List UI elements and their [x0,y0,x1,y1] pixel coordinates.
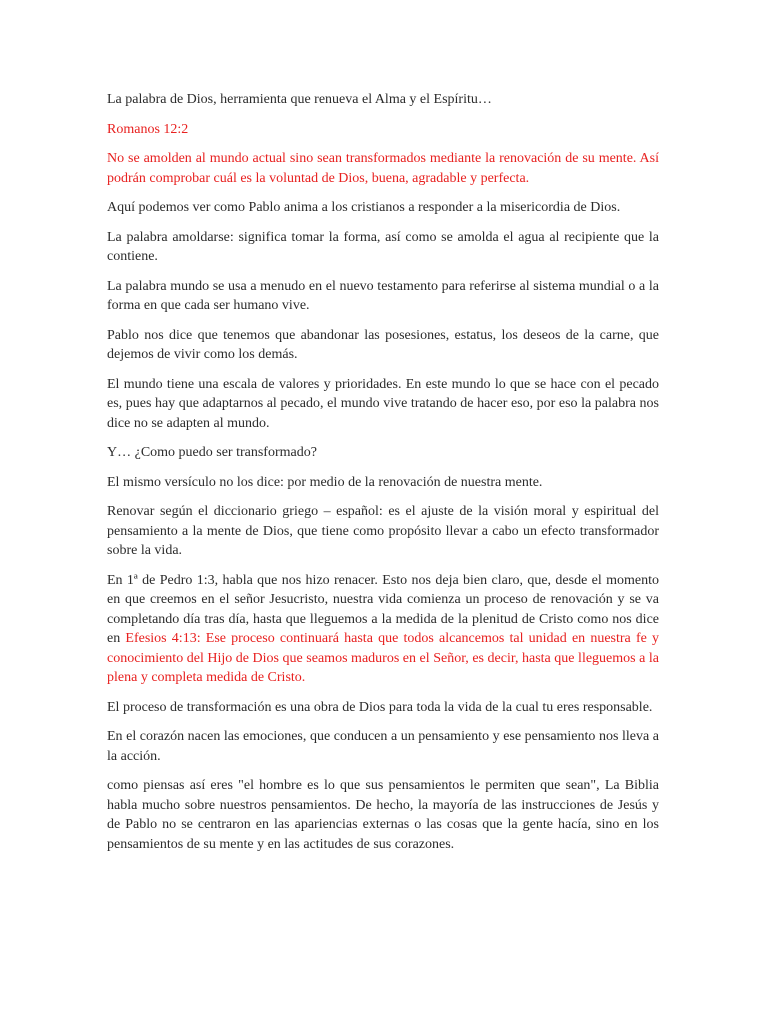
verse-text: No se amolden al mundo actual sino sean transformados mediante la renovación de su mente. Así podrán comprobar cuál es la voluntad de Dios, buena, agradable y perfecta. [107,151,659,186]
paragraph-1: Aquí podemos ver como Pablo anima a los cristianos a responder a la misericordia de Dios. [107,200,621,215]
paragraph-2: La palabra amoldarse: significa tomar la forma, así como se amolda el agua al recipiente que la contiene. [107,229,659,264]
paragraph-12: como piensas así eres "el hombre es lo que sus pensamientos le permiten que sean", La Biblia habla mucho sobre nuestros pensamientos. De hecho, la mayoría de las instrucciones de Jesús y de Pablo no se centraron en las apariencias externas o las cosas que la gente hacía, sino en los pensamientos de su mente y en las actitudes de sus corazones. [107,778,659,852]
paragraph-8: Renovar según el diccionario griego – español: es el ajuste de la visión moral y espiritual del pensamiento a la mente de Dios, que tiene como propósito llevar a cabo un efecto transformador sobre la vida. [107,504,659,558]
paragraph-3: La palabra mundo se usa a menudo en el nuevo testamento para referirse al sistema mundial o a la forma en que cada ser humano vive. [107,278,659,313]
paragraph-9 [107,571,659,688]
document-title: La palabra de Dios, herramienta que renueva el Alma y el Espíritu… [107,92,492,107]
paragraph-10: El proceso de transformación es una obra de Dios para toda la vida de la cual tu eres responsable. [107,699,653,715]
paragraph-4: Pablo nos dice que tenemos que abandonar las posesiones, estatus, los deseos de la carne, que dejemos de vivir como los demás. [107,327,659,362]
verse-reference: Romanos 12:2 [107,121,189,137]
paragraph-5: El mundo tiene una escala de valores y prioridades. En este mundo lo que se hace con el pecado es, pues hay que adaptarnos al pecado, el mundo vive tratando de hacer eso, por eso la palabra nos dice no se adapten al mundo. [107,376,659,431]
paragraph-11: En el corazón nacen las emociones, que conducen a un pensamiento y ese pensamiento nos lleva a la acción. [107,729,659,764]
paragraph-9-text: En 1ª de Pedro 1:3, habla que nos hizo renacer. Esto nos deja bien claro, que, desde el momento en que creemos en el señor Jesucristo, nuestra vida comienza un proceso de renovación y se va completando día tras día, hasta que lleguemos a la medida de la plenitud de Cristo como nos dice en [107,572,659,646]
paragraph-9-highlight: Efesios 4:13: Ese proceso continuará hasta que todos alcancemos tal unidad en nuestra fe y conocimiento del Hijo de Dios que seamos maduros en el Señor, es decir, hasta que lleguemos a la plena y completa medida de Cristo. [107,631,660,685]
paragraph-7: El mismo versículo no los dice: por medio de la renovación de nuestra mente. [107,474,543,490]
paragraph-6: Y… ¿Como puedo ser transformado? [107,445,317,460]
document-body [107,90,659,864]
